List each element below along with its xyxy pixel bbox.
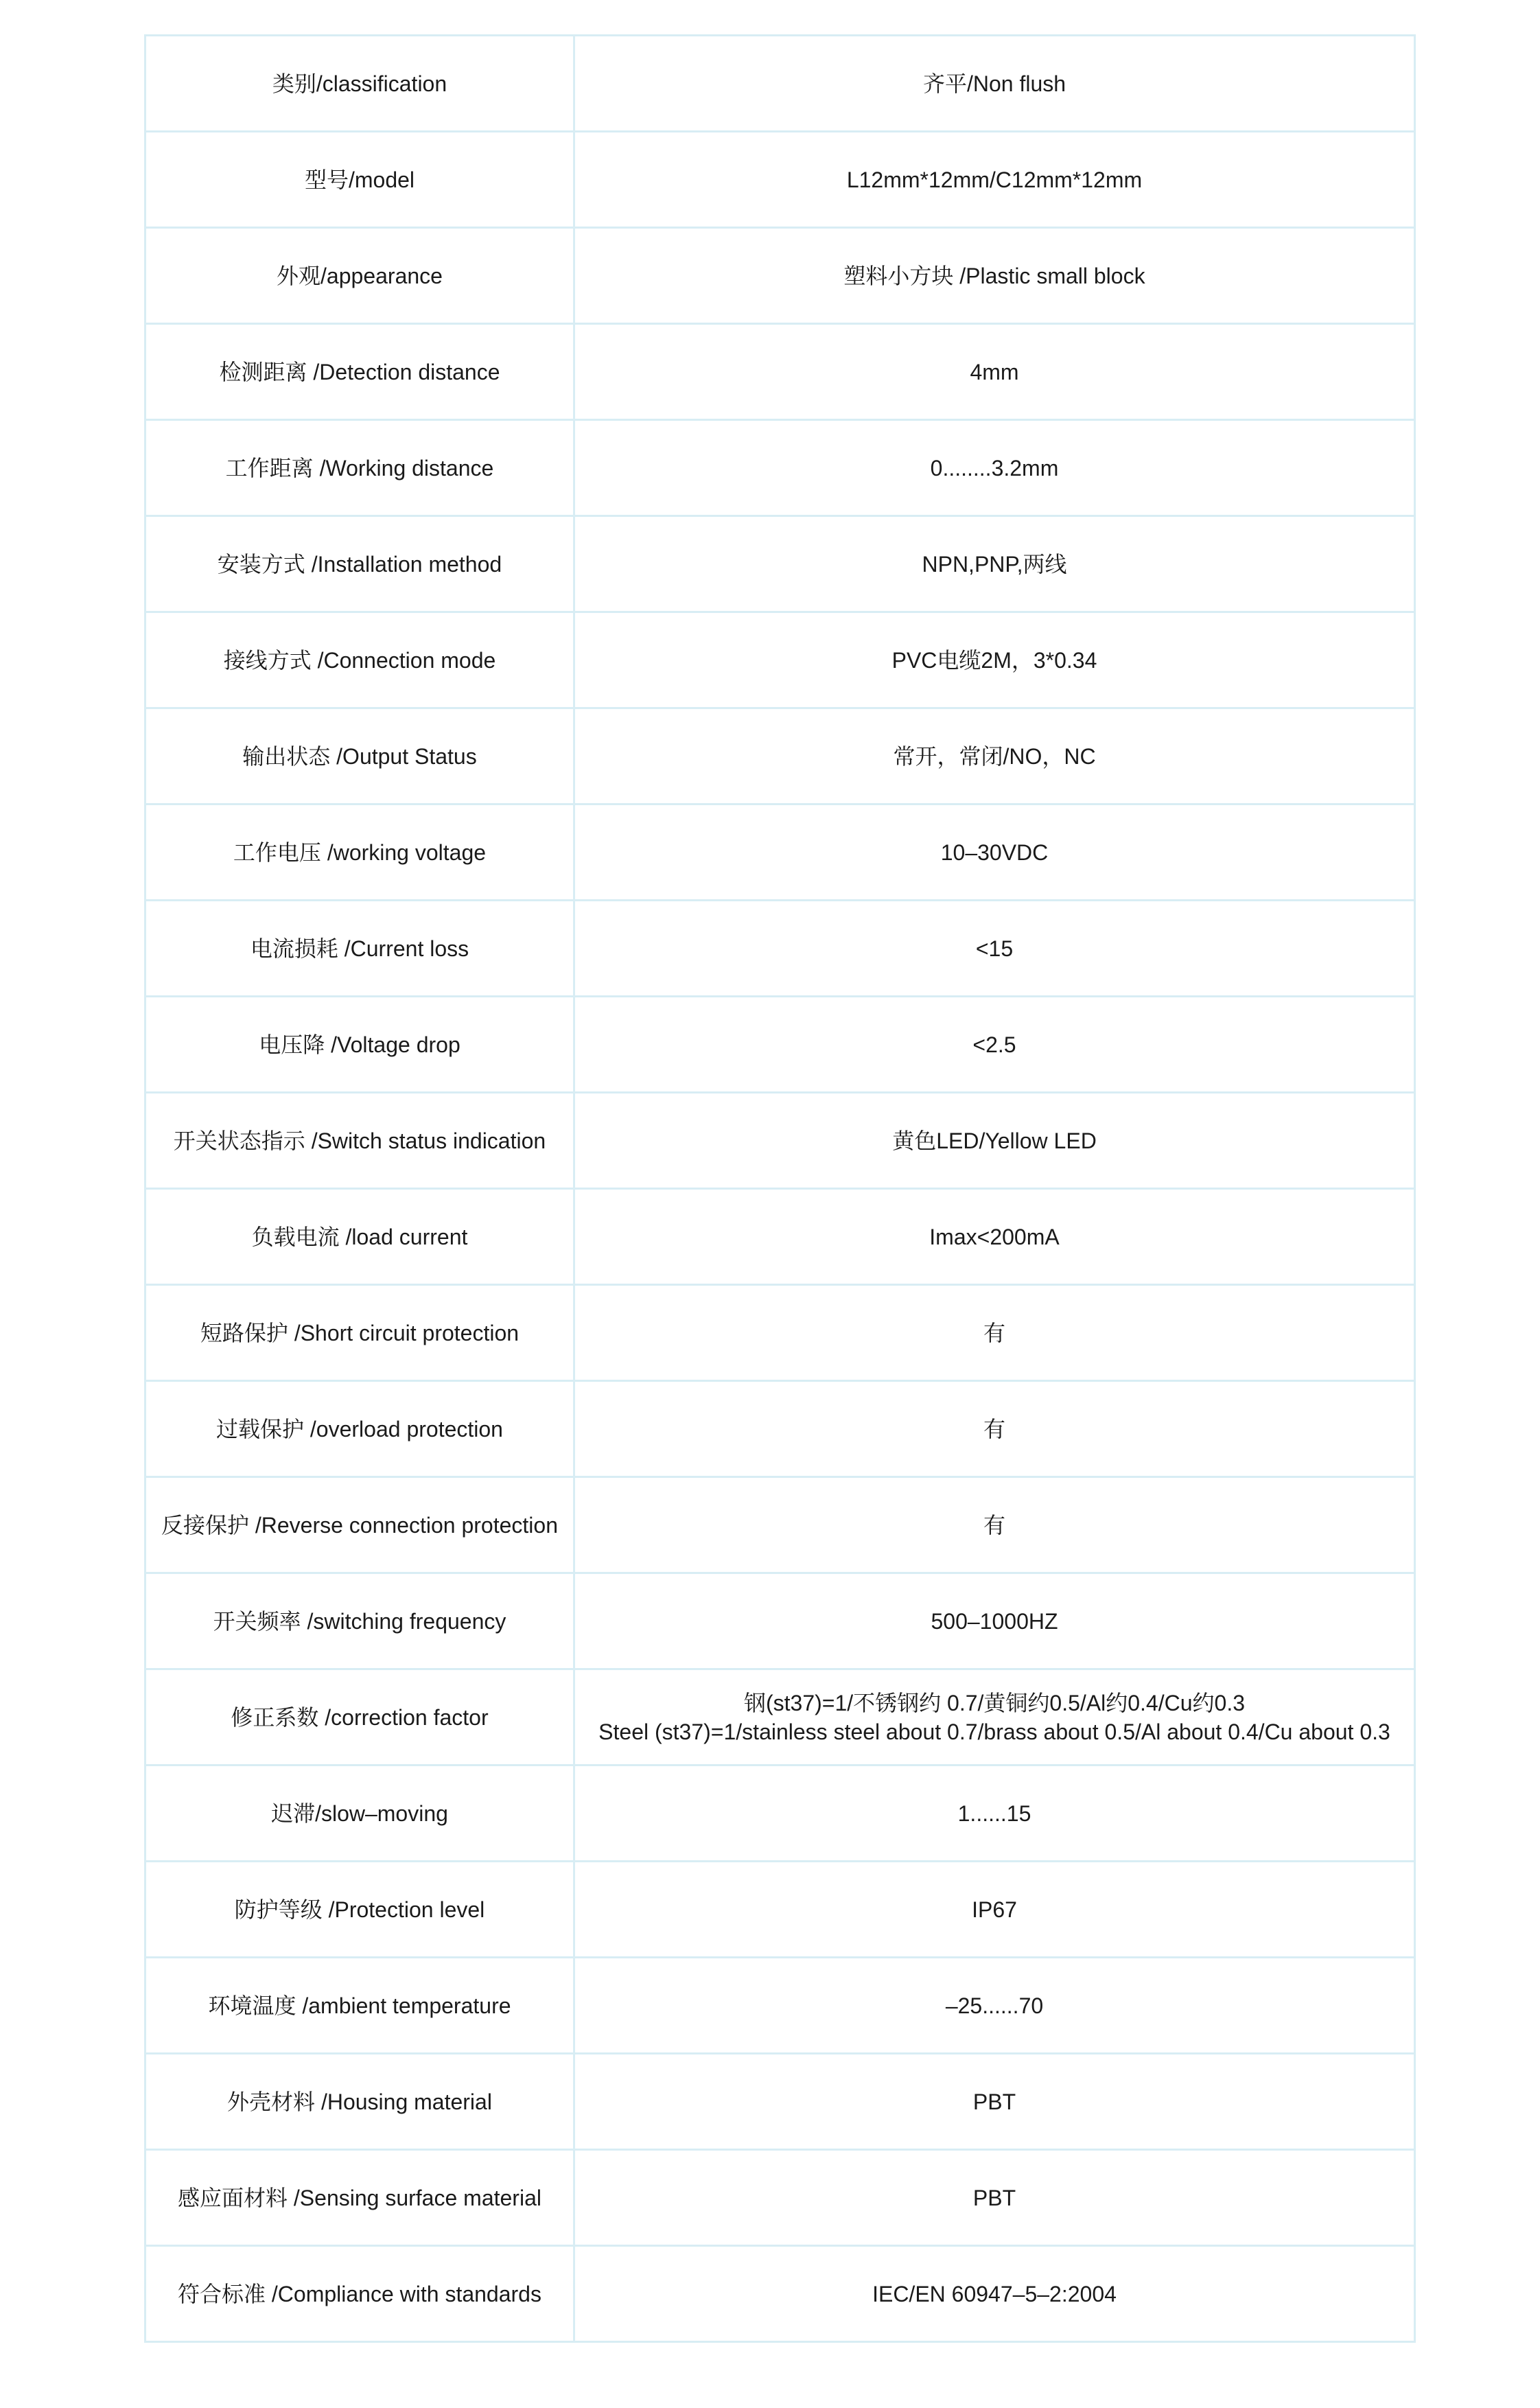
spec-table bbox=[144, 34, 1416, 2343]
spec-label: 迟滞/slow–moving bbox=[145, 1766, 574, 1862]
spec-label: 输出状态 /Output Status bbox=[145, 708, 574, 804]
spec-label: 负载电流 /load current bbox=[145, 1189, 574, 1285]
table-row bbox=[145, 1285, 1415, 1381]
table-row bbox=[145, 228, 1415, 324]
spec-value: 齐平/Non flush bbox=[574, 36, 1415, 132]
table-row bbox=[145, 1958, 1415, 2054]
spec-label: 工作距离 /Working distance bbox=[145, 420, 574, 516]
table-row bbox=[145, 1669, 1415, 1766]
spec-table-body bbox=[145, 36, 1415, 2342]
table-row bbox=[145, 516, 1415, 612]
spec-value-line-cn: 钢(st37)=1/不锈钢约 0.7/黄铜约0.5/Al约0.4/Cu约0.3 bbox=[743, 1690, 1246, 1715]
table-row bbox=[145, 612, 1415, 708]
spec-value: 常开，常闭/NO，NC bbox=[574, 708, 1415, 804]
spec-value: 黄色LED/Yellow LED bbox=[574, 1093, 1415, 1189]
spec-label: 外观/appearance bbox=[145, 228, 574, 324]
spec-label: 环境温度 /ambient temperature bbox=[145, 1958, 574, 2054]
spec-value bbox=[574, 1669, 1415, 1766]
spec-label: 感应面材料 /Sensing surface material bbox=[145, 2150, 574, 2246]
spec-label: 外壳材料 /Housing material bbox=[145, 2054, 574, 2150]
table-row bbox=[145, 36, 1415, 132]
spec-value: –25......70 bbox=[574, 1958, 1415, 2054]
table-row bbox=[145, 2246, 1415, 2342]
spec-label: 过载保护 /overload protection bbox=[145, 1381, 574, 1477]
table-row bbox=[145, 1573, 1415, 1669]
spec-label: 反接保护 /Reverse connection protection bbox=[145, 1477, 574, 1573]
spec-label: 类别/classification bbox=[145, 36, 574, 132]
table-row bbox=[145, 132, 1415, 228]
spec-value: 塑料小方块 /Plastic small block bbox=[574, 228, 1415, 324]
spec-label: 工作电压 /working voltage bbox=[145, 804, 574, 901]
spec-value: 有 bbox=[574, 1477, 1415, 1573]
table-row bbox=[145, 1862, 1415, 1958]
spec-value: L12mm*12mm/C12mm*12mm bbox=[574, 132, 1415, 228]
spec-label: 电压降 /Voltage drop bbox=[145, 997, 574, 1093]
spec-value: IP67 bbox=[574, 1862, 1415, 1958]
spec-label: 开关状态指示 /Switch status indication bbox=[145, 1093, 574, 1189]
spec-label: 电流损耗 /Current loss bbox=[145, 901, 574, 997]
table-row bbox=[145, 708, 1415, 804]
table-row bbox=[145, 1189, 1415, 1285]
table-row bbox=[145, 1093, 1415, 1189]
spec-value: PBT bbox=[574, 2150, 1415, 2246]
table-row bbox=[145, 2150, 1415, 2246]
spec-value: <15 bbox=[574, 901, 1415, 997]
table-row bbox=[145, 1766, 1415, 1862]
table-row bbox=[145, 420, 1415, 516]
table-row bbox=[145, 997, 1415, 1093]
spec-value-line-en: Steel (st37)=1/stainless steel about 0.7/brass about 0.5/Al about 0.4/Cu about 0.3 bbox=[598, 1719, 1390, 1744]
spec-label: 修正系数 /correction factor bbox=[145, 1669, 574, 1766]
spec-value: IEC/EN 60947–5–2:2004 bbox=[574, 2246, 1415, 2342]
spec-value: 10–30VDC bbox=[574, 804, 1415, 901]
spec-value: Imax<200mA bbox=[574, 1189, 1415, 1285]
spec-value: 4mm bbox=[574, 324, 1415, 420]
spec-value: 500–1000HZ bbox=[574, 1573, 1415, 1669]
table-row bbox=[145, 1477, 1415, 1573]
spec-value: 有 bbox=[574, 1381, 1415, 1477]
table-row bbox=[145, 804, 1415, 901]
spec-value: PVC电缆2M，3*0.34 bbox=[574, 612, 1415, 708]
spec-value: PBT bbox=[574, 2054, 1415, 2150]
spec-label: 型号/model bbox=[145, 132, 574, 228]
table-row bbox=[145, 901, 1415, 997]
spec-value: <2.5 bbox=[574, 997, 1415, 1093]
spec-label: 检测距离 /Detection distance bbox=[145, 324, 574, 420]
spec-label: 符合标准 /Compliance with standards bbox=[145, 2246, 574, 2342]
spec-label: 短路保护 /Short circuit protection bbox=[145, 1285, 574, 1381]
spec-value: 0........3.2mm bbox=[574, 420, 1415, 516]
spec-label: 安装方式 /Installation method bbox=[145, 516, 574, 612]
table-row bbox=[145, 1381, 1415, 1477]
spec-value: NPN,PNP,两线 bbox=[574, 516, 1415, 612]
spec-label: 防护等级 /Protection level bbox=[145, 1862, 574, 1958]
table-row bbox=[145, 2054, 1415, 2150]
table-row bbox=[145, 324, 1415, 420]
spec-value: 有 bbox=[574, 1285, 1415, 1381]
spec-value: 1......15 bbox=[574, 1766, 1415, 1862]
spec-label: 接线方式 /Connection mode bbox=[145, 612, 574, 708]
spec-label: 开关频率 /switching frequency bbox=[145, 1573, 574, 1669]
